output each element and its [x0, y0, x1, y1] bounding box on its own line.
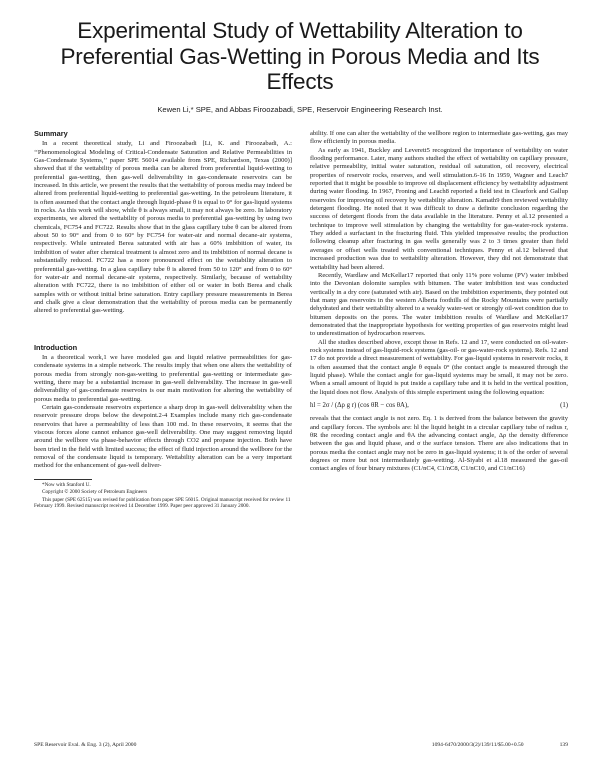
author-line: Kewen Li,* SPE, and Abbas Firoozabadi, SPE, Reservoir Engineering Research Inst. — [157, 105, 443, 114]
introduction-heading: Introduction — [34, 342, 78, 352]
footnote-paper-history: This paper (SPE 62515) was revised for publication from paper SPE 56015. Original manuscript received for review 11 February 1999. Revised manuscript received 14 December 1999. Paper peer approved 31 January 2000. — [34, 496, 291, 509]
intro-paragraph-2: Certain gas-condensate reservoirs experience a sharp drop in gas-well deliverability when the reservoir pressure drops below the dewpoint.2-4 Examples include many rich gas-condensate reservoirs that have a permeability of less than 100 md. In these reservoirs, it seems that the viscous forces alone cannot enhance gas-well deliverability. One may suggest removing liquid around the wellbore via phase-behavior effects through CO2 and propane injection. Both have been tried in the field with limited success; the effect of fluid injection around the wellbore for the removal of the condensate liquid is temporary. Wettability alteration can be a very important method for the enhancement of gas-well deliver- — [34, 403, 292, 470]
summary-paragraph: In a recent theoretical study, Li and Firoozabadi [Li, K. and Firoozabadi, A.: ‘‘Phenomenological Modeling of Critical-Condensate Saturation and Relative Permeabilities in Gas-Condensate Systems,’’ paper SPE 56014 available from SPE, Richardson, Texas (2000)] showed that if the wettability of porous media can be altered from preferential liquid-wetting to preferential gas-wetting, then gas-well deliverability in gas-condensate reservoirs can be increased. In this article, we present the results that the wettability of porous media may indeed be altered from preferential liquid-wetting to preferential gas-wetting. In the petroleum literature, it is often assumed that the contact angle through liquid-phase θ is equal to 0° for gas-liquid systems in rocks. As this work will show, while θ is always small, it may not always be zero. In laboratory experiments, we altered the wettability of porous media to preferential gas-wetting by using two chemicals, FC754 and FC722. Results show that in the glass capillary tube θ can be altered from about 50 to 90° and from 0 to 60° by FC754 for water-air and normal decane-air systems, respectively. While untreated Berea saturated with air has a 60% imbibition of water, its imbibition of water after chemical treatment is almost zero and its imbibition of normal decane is substantially reduced. FC722 has a more pronounced effect on the wettability alteration to preferential gas-wetting. In a glass capillary tube θ is altered from 50 to 120° and from 0 to 60° for water-air and normal decane-air systems, respectively. Similarly, because of wettability alteration with FC722, there is no imbibition of either oil or water in both Berea and chalk samples with or without initial brine saturation. Entry capillary pressure measurements in Berea and chalk give a clear demonstration that the wettability of porous media can be permanently altered to preferential gas-wetting. — [34, 140, 292, 315]
footnote-author: *Now with Stanford U. — [42, 481, 91, 488]
intro-paragraph-1: In a theoretical work,1 we have modeled gas and liquid relative permeabilities for gas-condensate systems in a simple network. The results imply that when one alters the wettability of porous media from strongly non-gas-wetting to preferential gas-wetting or intermediate gas-wetting, there may be a substantial increase in gas-well deliverability. The increase in gas-well deliverability of gas-condensate reservoirs is our main motivation for altering the wettability of porous media to preferential gas-wetting. — [34, 353, 292, 403]
footnotes — [34, 482, 292, 510]
footer-journal: SPE Reservoir Eval. & Eng. 3 (2), April 2000 — [34, 742, 137, 748]
paper-title: Experimental Study of Wettability Alteration to Preferential Gas-Wetting in Porous Media and Its Effects — [60, 18, 540, 94]
left-column — [34, 130, 292, 510]
equation-body: hl = 2σ / (Δρ g r) (cos θR − cos θA), — [310, 402, 409, 409]
page-number: 139 — [559, 742, 568, 748]
summary-heading: Summary — [34, 129, 68, 138]
footnote-copyright: Copyright © 2000 Society of Petroleum Engineers — [42, 489, 148, 496]
right-paragraph-1: ability. If one can alter the wettability of the wellbore region to intermediate gas-wetting, gas may flow efficiently in porous media. — [310, 130, 568, 146]
right-paragraph-2: As early as 1941, Buckley and Leverett5 recognized the importance of wettability on water flooding performance. Later, many authors studied the effect of wettability on capillary pressure, relative permeability, initial water saturation, residual oil saturation, oil recovery, electrical properties of reservoir rocks, reserves, and well stimulation.6-16 In 1959, Wagner and Leach7 reported that it might be possible to improve oil displacement efficiency by wettability adjustment during water flooding. In 1967, Froning and Leach8 reported a field test in Clearfork and Gallup reservoirs for improving oil recovery by wettability alteration. Kamath9 then reviewed wettability detergent flooding. He noted that it was difficult to draw a definite conclusion regarding the success of detergent floods from the data available in the literature. Penny et al.12 presented a technique to improve well stimulation by changing the wettability for gas-water-rock systems. They added a surfactant in the fracturing fluid. This yielded impressive results; the production following cleanup after fracturing in gas wells generally was 2 to 3 times greater than field averages or offset wells treated with conventional techniques. Penny et al.12 believed that increased production was due to wettability alteration. However, they did not demonstrate that wettability had been altered. — [310, 146, 568, 271]
footer-issn: 1094-6470/2000/3(2)/139/11/$5.00+0.50 — [431, 742, 524, 748]
equation-1 — [310, 402, 568, 410]
right-column — [310, 130, 568, 474]
section-gap — [34, 316, 292, 344]
right-paragraph-3: Recently, Wardlaw and McKellar17 reported that only 11% pore volume (PV) water imbibed into the Devonian dolomite samples with bitumen. The water imbibition test was conducted vertically in a dry core (saturated with air). Based on the imbibition experiments, they pointed out that many gas reservoirs in the western Alberta foothills of the Rocky Mountains were partially dehydrated and their wettability altered to a weakly water-wet or strongly oil-wet condition due to bitumen deposits on the pores. The water imbibition results of Wardlaw and McKellar17 demonstrated that the inappropriate hypothesis for wetting properties of gas reservoirs might lead to underestimation of hydrocarbon reserves. — [310, 271, 568, 338]
equation-number: (1) — [560, 402, 568, 409]
page-footer — [34, 742, 568, 748]
right-paragraph-5: reveals that the contact angle is not zero. Eq. 1 is derived from the balance between the gravity and capillary forces. The symbols are: hl the liquid height in a circular capillary tube of radius r, θR the receding contact angle and θA the advancing contact angle, Δρ the density difference between the gas and liquid phase, and σ the surface tension. There are also indications that in porous media the contact angle may not be zero in gas-liquid systems; it is of the order of several degrees or more but not intermediately gas-wetting. Al-Siyabi et al.18 measured the gas-oil contact angles of four binary mixtures (C1/nC4, C1/nC8, C1/nC10, and C1/nC16) — [310, 415, 568, 473]
right-paragraph-4: All the studies described above, except those in Refs. 12 and 17, were conducted on oil-water-rock systems instead of gas-liquid-rock systems (gas-oil- or gas-water-rock systems). Refs. 12 and 17 do not provide a direct measurement of wettability. For gas-liquid systems in reservoir rocks, it is often assumed that the contact angle θ equals 0° (the contact angle is measured through the liquid phase). While the contact angle for gas-liquid systems may be small, it may not be zero. When a small amount of liquid is put inside a capillary tube and it is held in the vertical position, the liquid does not flow. Analysis of this simple experiment using the following equation: — [310, 338, 568, 396]
footnote-divider — [34, 479, 92, 480]
